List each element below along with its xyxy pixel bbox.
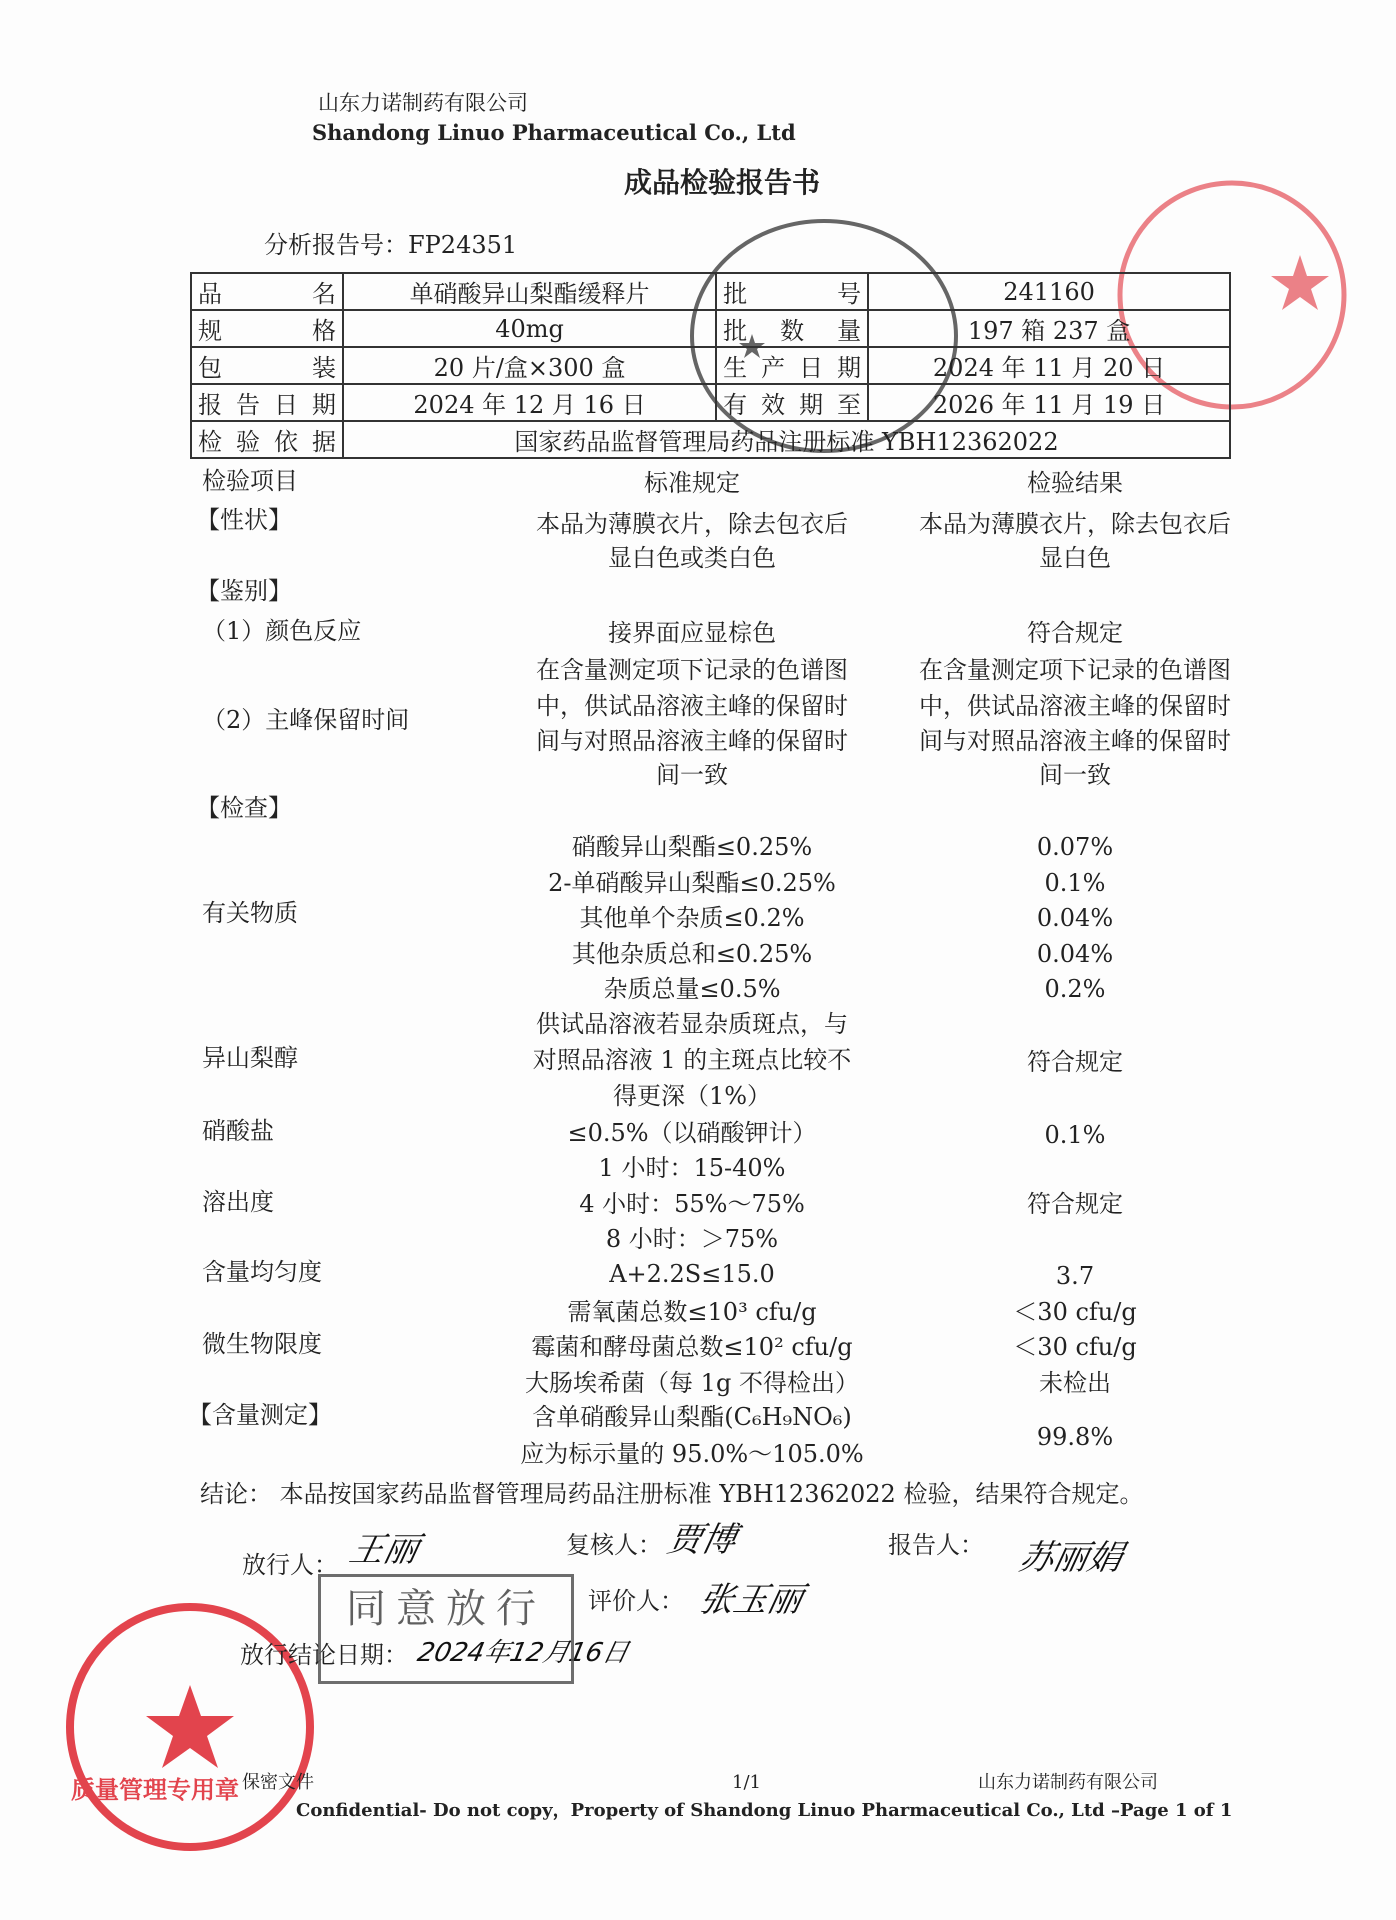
standard-text: 8 小时：＞75%: [605, 1225, 779, 1253]
standard-text: A+2.2S≤15.0: [609, 1260, 775, 1288]
label: 有效期至: [716, 384, 868, 421]
evaluator-signature: 张玉丽: [695, 1580, 807, 1620]
value: 国家药品监督管理局药品注册标准 YBH12362022: [343, 421, 1230, 458]
standard-text: 应为标示量的 95.0%～105.0%: [520, 1440, 864, 1468]
release-date-label: 放行结论日期：: [240, 1641, 408, 1669]
result-text: ＜30 cfu/g: [1013, 1298, 1137, 1326]
table-row: [191, 421, 1230, 458]
standard-text: 硝酸异山梨酯≤0.25%: [571, 833, 813, 861]
result-text: 99.8%: [1036, 1423, 1114, 1451]
value: 241160: [868, 273, 1230, 310]
conclusion: 结论： 本品按国家药品监督管理局药品注册标准 YBH12362022 检验，结果符合规定。: [200, 1480, 1144, 1508]
result-text: 0.04%: [1036, 940, 1114, 968]
standard-text: 得更深（1%）: [612, 1082, 772, 1110]
result-text: 0.04%: [1036, 904, 1114, 932]
label: 报告日期: [191, 384, 343, 421]
reviewer-signature: 贾博: [663, 1520, 741, 1560]
standard-text: 本品为薄膜衣片，除去包衣后: [536, 510, 848, 538]
result-text: 0.07%: [1036, 833, 1114, 861]
standard-text: 2-单硝酸异山梨酯≤0.25%: [548, 869, 836, 897]
standard-text: 对照品溶液 1 的主斑点比较不: [532, 1046, 852, 1074]
result-text: 本品为薄膜衣片，除去包衣后: [919, 510, 1231, 538]
reviewer-label: 复核人：: [566, 1531, 662, 1559]
item-label: 硝酸盐: [202, 1117, 274, 1145]
releaser-label: 放行人：: [242, 1551, 338, 1579]
standard-text: 其他单个杂质≤0.2%: [579, 904, 805, 932]
label: 批 号: [716, 273, 868, 310]
standard-text: 霉菌和酵母菌总数≤10² cfu/g: [531, 1333, 853, 1361]
value: 197 箱 237 盒: [868, 310, 1230, 347]
standard-text: 在含量测定项下记录的色谱图: [536, 656, 848, 684]
release-date-signature: 2024年12月16日: [414, 1638, 632, 1668]
result-text: 显白色: [1039, 544, 1111, 572]
result-text: 中，供试品溶液主峰的保留时: [919, 692, 1231, 720]
footer-company: 山东力诺制药有限公司: [978, 1772, 1158, 1793]
result-text: 符合规定: [1027, 1190, 1123, 1218]
star-icon: [1271, 255, 1329, 310]
result-text: 0.2%: [1044, 975, 1106, 1003]
table-row: [191, 273, 1230, 310]
label: 批 数 量: [716, 310, 868, 347]
section-identification: 【鉴别】: [196, 577, 292, 605]
result-text: 间与对照品溶液主峰的保留时: [919, 727, 1231, 755]
table-row: [191, 310, 1230, 347]
release-approval-stamp: [318, 1574, 574, 1684]
item-label: 异山梨醇: [202, 1044, 298, 1072]
standard-text: ≤0.5%（以硝酸钾计）: [567, 1119, 817, 1147]
result-text: 间一致: [1039, 761, 1111, 789]
label: 包 装: [191, 347, 343, 384]
label: 检验依据: [191, 421, 343, 458]
report-number: 分析报告号：FP24351: [264, 231, 518, 259]
document-title: 成品检验报告书: [624, 166, 821, 199]
item-label: 有关物质: [202, 899, 298, 927]
standard-text: 1 小时：15-40%: [598, 1154, 786, 1182]
standard-text: 接界面应显棕色: [608, 619, 776, 647]
value: 40mg: [343, 310, 716, 347]
section-appearance: 【性状】: [196, 506, 292, 534]
item-label: 微生物限度: [202, 1330, 322, 1358]
result-text: 未检出: [1039, 1369, 1111, 1397]
evaluator-label: 评价人：: [588, 1587, 684, 1615]
result-text: ＜30 cfu/g: [1013, 1333, 1137, 1361]
standard-text: 中，供试品溶液主峰的保留时: [536, 692, 848, 720]
label: 生产日期: [716, 347, 868, 384]
item-label: 溶出度: [202, 1188, 274, 1216]
result-text: 符合规定: [1027, 619, 1123, 647]
table-row: [191, 347, 1230, 384]
item-label: （1）颜色反应: [202, 617, 362, 645]
standard-text: 含单硝酸异山梨酯(C₆H₉NO₆): [532, 1403, 852, 1431]
reporter-signature: 苏丽娟: [1015, 1538, 1127, 1578]
reporter-label: 报告人：: [888, 1531, 984, 1559]
value: 单硝酸异山梨酯缓释片: [343, 273, 716, 310]
standard-text: 供试品溶液若显杂质斑点，与: [536, 1010, 848, 1038]
result-text: 0.1%: [1044, 869, 1106, 897]
result-text: 在含量测定项下记录的色谱图: [919, 656, 1231, 684]
standard-text: 4 小时：55%～75%: [579, 1190, 805, 1218]
footer-confidential-en: Confidential- Do not copy，Property of Shandong Linuo Pharmaceutical Co., Ltd –Page 1 of 1: [296, 1800, 1233, 1821]
standard-text: 显白色或类白色: [608, 544, 776, 572]
col-header-result: 检验结果: [1027, 469, 1123, 497]
value: 20 片/盒×300 盒: [343, 347, 716, 384]
standard-text: 其他杂质总和≤0.25%: [571, 940, 813, 968]
standard-text: 需氧菌总数≤10³ cfu/g: [567, 1298, 817, 1326]
footer-confidential-cn: 保密文件: [242, 1772, 314, 1793]
label: 品 名: [191, 273, 343, 310]
footer-page: 1/1: [732, 1772, 761, 1793]
product-info-table: [190, 272, 1231, 459]
standard-text: 大肠埃希菌（每 1g 不得检出）: [525, 1369, 859, 1397]
star-icon: [146, 1685, 234, 1768]
company-name-en: Shandong Linuo Pharmaceutical Co., Ltd: [312, 120, 796, 145]
table-row: [191, 384, 1230, 421]
company-name-cn: 山东力诺制药有限公司: [318, 91, 528, 115]
value: 2026 年 11 月 19 日: [868, 384, 1230, 421]
col-header-standard: 标准规定: [644, 469, 740, 497]
releaser-signature: 王丽: [345, 1530, 423, 1570]
value: 2024 年 12 月 16 日: [343, 384, 716, 421]
value: 2024 年 11 月 20 日: [868, 347, 1230, 384]
result-text: 符合规定: [1027, 1048, 1123, 1076]
result-text: 0.1%: [1044, 1121, 1106, 1149]
section-tests: 【检查】: [196, 794, 292, 822]
item-label: （2）主峰保留时间: [202, 706, 410, 734]
item-label: 含量均匀度: [202, 1258, 322, 1286]
col-header-item: 检验项目: [202, 467, 298, 495]
svg-text:质量管理专用章: 质量管理专用章: [71, 1776, 239, 1804]
standard-text: 杂质总量≤0.5%: [603, 975, 781, 1003]
standard-text: 间一致: [656, 761, 728, 789]
label: 规 格: [191, 310, 343, 347]
section-assay: 【含量测定】: [188, 1401, 332, 1429]
stamp-text: 同意放行: [346, 1586, 546, 1632]
result-text: 3.7: [1055, 1262, 1095, 1290]
standard-text: 间与对照品溶液主峰的保留时: [536, 727, 848, 755]
